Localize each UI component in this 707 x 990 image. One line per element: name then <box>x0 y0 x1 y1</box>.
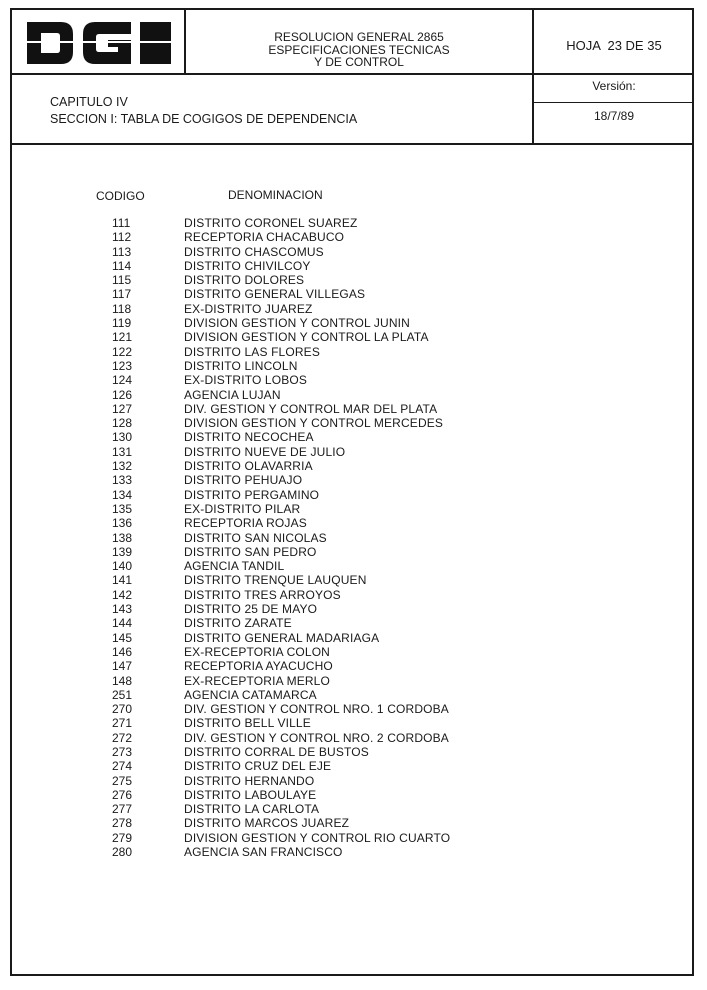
dependency-code: 119 <box>112 316 132 331</box>
dependency-code: 275 <box>112 773 133 788</box>
title-line: Y DE CONTROL <box>314 55 404 69</box>
page-number: HOJA 23 DE 35 <box>566 38 662 53</box>
dependency-name: RECEPTORIA AYACUCHO <box>184 659 333 674</box>
dependency-code: 140 <box>112 559 133 574</box>
version-value: 18/7/89 <box>593 109 635 123</box>
dependency-name: DIV. GESTION Y CONTROL MAR DEL PLATA <box>184 401 438 416</box>
table-row <box>96 330 516 344</box>
dependency-name: DISTRITO HERNANDO <box>184 773 315 788</box>
table-row <box>96 302 516 316</box>
dependency-name: DISTRITO CRUZ DEL EJE <box>184 759 332 774</box>
dependency-code: 135 <box>112 501 133 516</box>
table-row <box>96 573 516 587</box>
dependency-name: AGENCIA LUJAN <box>184 387 281 402</box>
dependency-name: EX-DISTRITO PILAR <box>184 501 301 516</box>
dependency-name: DISTRITO TRES ARROYOS <box>184 587 341 602</box>
table-row <box>96 802 516 816</box>
table-row <box>96 402 516 416</box>
table-row <box>96 488 516 502</box>
table-row <box>96 702 516 716</box>
dependency-name: DISTRITO MARCOS JUAREZ <box>184 816 350 831</box>
dependency-code: 130 <box>112 430 133 445</box>
column-header-code: CODIGO <box>96 189 145 203</box>
dependency-name: AGENCIA SAN FRANCISCO <box>184 845 343 860</box>
dependency-code: 122 <box>112 344 133 359</box>
dependency-name: DISTRITO LA CARLOTA <box>184 802 320 817</box>
dependency-code: 123 <box>112 358 133 373</box>
dependency-name: DISTRITO DOLORES <box>184 273 305 288</box>
dependency-code: 114 <box>112 258 132 273</box>
dependency-code: 273 <box>112 744 133 759</box>
chapter-heading: CAPITULO IV <box>50 95 128 109</box>
table-row <box>96 759 516 773</box>
table-row <box>96 788 516 802</box>
dependency-name: DISTRITO BELL VILLE <box>184 716 311 731</box>
table-row <box>96 230 516 244</box>
title-line: ESPECIFICACIONES TECNICAS <box>268 42 450 57</box>
table-row <box>96 373 516 387</box>
dependency-name: DISTRITO TRENQUE LAUQUEN <box>184 573 367 588</box>
table-row <box>96 388 516 402</box>
table-row <box>96 445 516 459</box>
dependency-code: 148 <box>112 673 133 688</box>
dependency-name: DISTRITO SAN PEDRO <box>184 544 317 559</box>
dependency-name: DISTRITO LAS FLORES <box>184 344 320 359</box>
dependency-code: 270 <box>112 702 133 717</box>
dependency-code: 280 <box>112 845 133 860</box>
dependency-name: DIV. GESTION Y CONTROL NRO. 1 CORDOBA <box>184 702 449 717</box>
dependency-name: DISTRITO PERGAMINO <box>184 487 320 502</box>
version-label: Versión: <box>592 79 636 93</box>
dependency-code: 138 <box>112 530 133 545</box>
dependency-code: 126 <box>112 387 133 402</box>
table-row <box>96 602 516 616</box>
dependency-code: 141 <box>112 573 133 588</box>
dependency-name: DISTRITO 25 DE MAYO <box>184 602 318 617</box>
dependency-name: DIVISION GESTION Y CONTROL MERCEDES <box>184 416 444 431</box>
dependency-name: DISTRITO ZARATE <box>184 616 292 631</box>
header-divider <box>10 73 694 75</box>
dependency-code: 145 <box>112 630 133 645</box>
dependency-name: DIV. GESTION Y CONTROL NRO. 2 CORDOBA <box>184 730 449 745</box>
dependency-name: DISTRITO CHASCOMUS <box>184 244 324 259</box>
table-row <box>96 716 516 730</box>
dependency-code-table <box>96 216 516 859</box>
dependency-name: DIVISION GESTION Y CONTROL RIO CUARTO <box>184 830 451 845</box>
dependency-name: AGENCIA CATAMARCA <box>184 687 317 702</box>
dependency-name: DISTRITO GENERAL VILLEGAS <box>184 287 366 302</box>
table-row <box>96 659 516 673</box>
table-row <box>96 745 516 759</box>
dependency-code: 279 <box>112 830 133 845</box>
table-row <box>96 430 516 444</box>
dependency-code: 136 <box>112 516 133 531</box>
dependency-name: EX-RECEPTORIA MERLO <box>184 673 330 688</box>
dependency-name: DISTRITO SAN NICOLAS <box>184 530 327 545</box>
document-title <box>186 31 532 69</box>
dependency-name: EX-DISTRITO JUAREZ <box>184 301 313 316</box>
table-row <box>96 674 516 688</box>
table-row <box>96 459 516 473</box>
table-row <box>96 516 516 530</box>
table-row <box>96 545 516 559</box>
dependency-code: 277 <box>112 802 133 817</box>
dependency-code: 271 <box>112 716 133 731</box>
dependency-code: 131 <box>112 444 133 459</box>
table-row <box>96 216 516 230</box>
dependency-code: 128 <box>112 416 133 431</box>
dependency-name: DIVISION GESTION Y CONTROL JUNIN <box>184 316 410 331</box>
dependency-name: DISTRITO NECOCHEA <box>184 430 314 445</box>
dependency-name: EX-DISTRITO LOBOS <box>184 373 308 388</box>
dependency-code: 134 <box>112 487 133 502</box>
dependency-code: 133 <box>112 473 133 488</box>
dependency-name: DISTRITO CORONEL SUAREZ <box>184 216 358 230</box>
dependency-code: 146 <box>112 644 133 659</box>
table-row <box>96 345 516 359</box>
dependency-code: 139 <box>112 544 133 559</box>
dependency-code: 124 <box>112 373 133 388</box>
dependency-code: 272 <box>112 730 133 745</box>
dependency-name: DISTRITO NUEVE DE JULIO <box>184 444 346 459</box>
column-header-name: DENOMINACION <box>228 188 323 202</box>
table-row <box>96 688 516 702</box>
table-row <box>96 645 516 659</box>
header-divider <box>532 102 694 103</box>
dependency-name: DISTRITO CORRAL DE BUSTOS <box>184 744 369 759</box>
table-row <box>96 831 516 845</box>
header-divider <box>532 8 534 144</box>
dependency-name: RECEPTORIA CHACABUCO <box>184 230 345 245</box>
dependency-name: RECEPTORIA ROJAS <box>184 516 307 531</box>
dependency-code: 274 <box>112 759 133 774</box>
dependency-name: DISTRITO LINCOLN <box>184 358 298 373</box>
table-row <box>96 273 516 287</box>
table-row <box>96 473 516 487</box>
table-row <box>96 502 516 516</box>
table-row <box>96 259 516 273</box>
dependency-code: 113 <box>112 244 132 259</box>
dependency-code: 147 <box>112 659 133 674</box>
table-row <box>96 731 516 745</box>
section-heading: SECCION I: TABLA DE COGIGOS DE DEPENDENCIA <box>50 112 358 126</box>
table-row <box>96 359 516 373</box>
table-row <box>96 588 516 602</box>
dependency-code: 143 <box>112 602 133 617</box>
dependency-code: 115 <box>112 273 132 288</box>
dependency-name: DIVISION GESTION Y CONTROL LA PLATA <box>184 330 429 345</box>
dependency-code: 276 <box>112 787 133 802</box>
dependency-code: 251 <box>112 687 133 702</box>
table-row <box>96 416 516 430</box>
dependency-code: 132 <box>112 459 133 474</box>
table-row <box>96 816 516 830</box>
table-row <box>96 531 516 545</box>
table-row <box>96 845 516 859</box>
table-row <box>96 316 516 330</box>
title-line: RESOLUCION GENERAL 2865 <box>274 30 444 44</box>
dependency-name: EX-RECEPTORIA COLON <box>184 644 330 659</box>
table-row <box>96 616 516 630</box>
dependency-name: DISTRITO PEHUAJO <box>184 473 303 488</box>
dependency-name: DISTRITO OLAVARRIA <box>184 459 313 474</box>
dependency-name: DISTRITO LABOULAYE <box>184 787 317 802</box>
dependency-code: 127 <box>112 401 133 416</box>
table-row <box>96 559 516 573</box>
dependency-code: 144 <box>112 616 133 631</box>
dgi-logo <box>27 20 171 66</box>
dependency-code: 121 <box>112 330 133 345</box>
dependency-code: 118 <box>112 301 132 316</box>
dependency-code: 112 <box>112 230 132 245</box>
dependency-code: 111 <box>112 216 131 230</box>
dependency-code: 117 <box>112 287 132 302</box>
dependency-code: 278 <box>112 816 133 831</box>
table-row <box>96 245 516 259</box>
header-divider <box>10 143 694 145</box>
table-row <box>96 631 516 645</box>
dependency-name: DISTRITO GENERAL MADARIAGA <box>184 630 380 645</box>
dependency-name: DISTRITO CHIVILCOY <box>184 258 311 273</box>
table-row <box>96 287 516 301</box>
dependency-code: 142 <box>112 587 133 602</box>
table-row <box>96 774 516 788</box>
dependency-name: AGENCIA TANDIL <box>184 559 285 574</box>
